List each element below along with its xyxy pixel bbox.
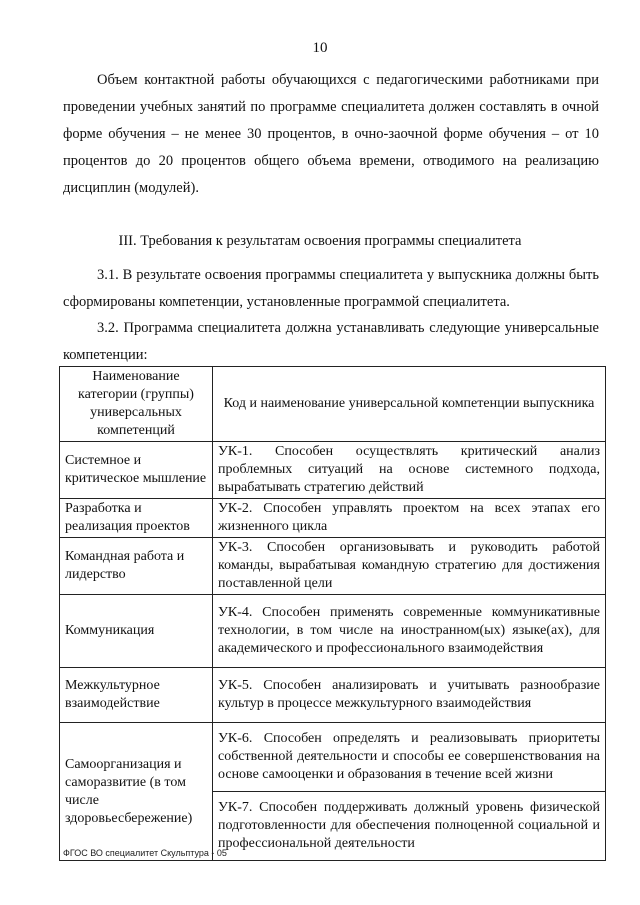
- competency-cell: УК-5. Способен анализировать и учитывать разнообразие культур в процессе межкультурного взаимодействия: [213, 668, 606, 723]
- group-cell: Коммуникация: [60, 595, 213, 668]
- competencies-table: [59, 366, 606, 861]
- competency-cell: УК-6. Способен определять и реализовывать приоритеты собственной деятельности и способы ее совершенствования на основе самооценки и образования в течение всей жизни: [213, 723, 606, 792]
- group-cell: Самоорганизация и саморазвитие (в том числе здоровьесбережение): [60, 723, 213, 861]
- group-cell: Межкультурное взаимодействие: [60, 668, 213, 723]
- group-cell: Системное и критическое мышление: [60, 442, 213, 499]
- competency-cell: УК-3. Способен организовывать и руководить работой команды, вырабатывая командную стратегию для достижения поставленной цели: [213, 538, 606, 595]
- competency-cell: УК-1. Способен осуществлять критический анализ проблемных ситуаций на основе системного подхода, вырабатывать стратегию действий: [213, 442, 606, 499]
- table-row: [60, 499, 606, 538]
- table-row: [60, 538, 606, 595]
- table-row: [60, 595, 606, 668]
- group-cell: Разработка и реализация проектов: [60, 499, 213, 538]
- competency-cell: УК-2. Способен управлять проектом на всех этапах его жизненного цикла: [213, 499, 606, 538]
- table-row: [60, 723, 606, 792]
- table-row: [60, 442, 606, 499]
- paragraph-3-1: 3.1. В результате освоения программы специалитета у выпускника должны быть сформированы компетенции, установленные программой специалитета.: [63, 267, 599, 310]
- group-cell: Командная работа и лидерство: [60, 538, 213, 595]
- footer-text: ФГОС ВО специалитет Скульптура - 05: [63, 848, 227, 858]
- header-group-cell: Наименование категории (группы) универсальных компетенций: [60, 367, 213, 442]
- competency-cell: УК-7. Способен поддерживать должный уровень физической подготовленности для обеспечения полноценной социальной и профессиональной деятельности: [213, 792, 606, 861]
- page-number: 10: [312, 40, 328, 56]
- paragraph-3-2: 3.2. Программа специалитета должна устанавливать следующие универсальные компетенции:: [63, 320, 599, 363]
- table-header-row: [60, 367, 606, 442]
- section-heading: III. Требования к результатам освоения программы специалитета: [118, 233, 522, 249]
- table-row: [60, 668, 606, 723]
- competency-cell: УК-4. Способен применять современные коммуникативные технологии, в том числе на иностранном(ых) языке(ах), для академического и профессионального взаимодействия: [213, 595, 606, 668]
- header-code-cell: Код и наименование универсальной компетенции выпускника: [213, 367, 606, 442]
- intro-paragraph: Объем контактной работы обучающихся с педагогическими работниками при проведении учебных занятий по программе специалитета должен составлять в очной форме обучения – не менее 30 процентов, в очно-заочной форме обучения – от 10 процентов до 20 процентов общего объема времени, отводимого на реализацию дисциплин (модулей).: [63, 72, 599, 196]
